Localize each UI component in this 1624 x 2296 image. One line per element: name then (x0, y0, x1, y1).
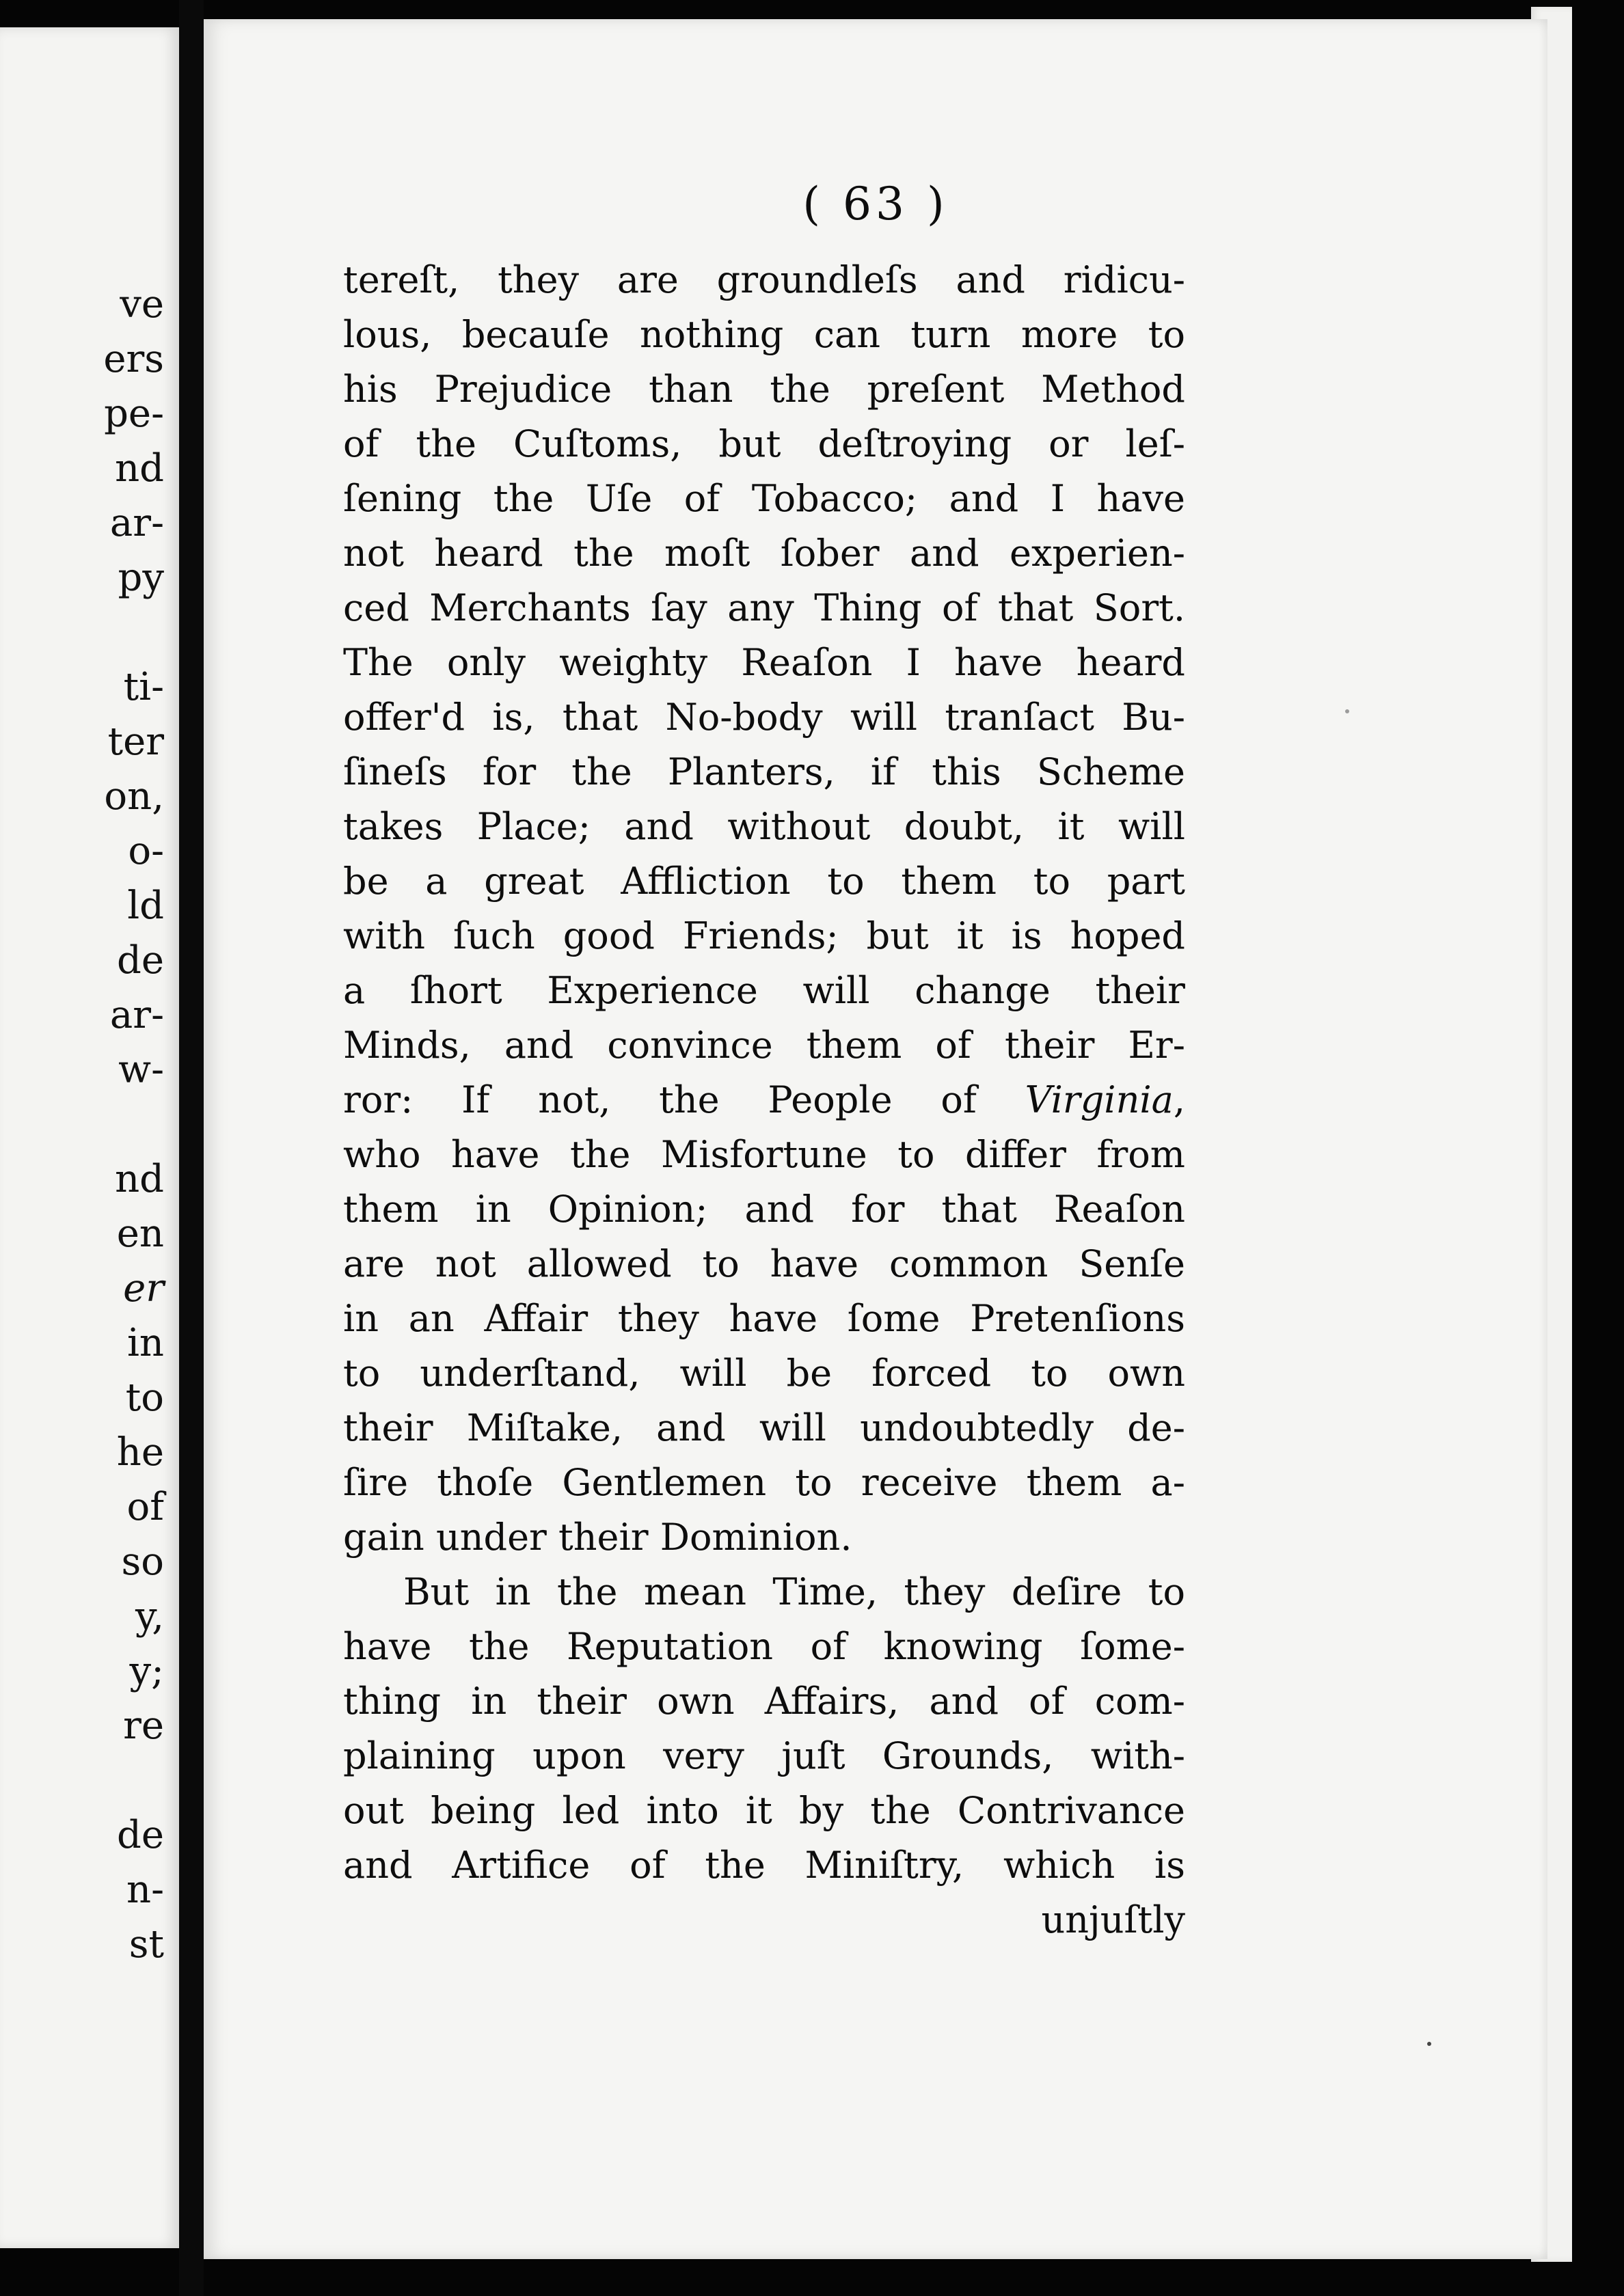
paper-speck (1345, 709, 1349, 713)
left-page-fragment: w- (118, 1048, 164, 1092)
left-page-fragment: ter (107, 720, 164, 764)
left-page-fragment: n- (126, 1868, 164, 1912)
catchword: unjuſtly (1041, 1898, 1185, 1941)
left-page-fragment: ti- (123, 665, 164, 709)
text-line: ſening the Uſe of Tobacco; and I have (343, 477, 1185, 520)
left-page-fragment: st (128, 1922, 164, 1967)
text-line: to underſtand, will be forced to own (343, 1352, 1185, 1395)
text-line: ror: If not, the People of Virginia, (343, 1078, 1185, 1121)
italic-word: Virginia (1025, 1078, 1174, 1121)
left-page-fragment (0, 1097, 179, 1152)
left-page-fragment: de (117, 1813, 164, 1857)
text-line: ſineſs for the Planters, if this Scheme (343, 750, 1185, 793)
left-page-fragment: nd (115, 446, 164, 491)
left-page-fragment: y; (129, 1649, 164, 1693)
left-page-fragment: ar- (109, 501, 164, 545)
left-page-fragment: de (117, 938, 164, 983)
text-line: gain under their Dominion. (343, 1516, 852, 1559)
text-line: in an Affair they have ſome Pretenſions (343, 1297, 1185, 1340)
left-page-fragment: re (123, 1704, 164, 1748)
left-page-fragment: of (126, 1485, 164, 1529)
text-line: of the Cuſtoms, but deſtroying or leſ- (343, 422, 1185, 465)
left-page-fragment: ld (127, 884, 164, 928)
left-page-fragment: pe- (104, 392, 164, 436)
text-line: The only weighty Reaſon I have heard (343, 641, 1185, 684)
book-gutter (179, 0, 204, 2296)
text-line: ced Merchants ſay any Thing of that Sort. (343, 586, 1185, 629)
text-line: who have the Misfortune to differ from (343, 1133, 1185, 1176)
text-line: out being led into it by the Contrivance (343, 1789, 1185, 1832)
page-number: ( 63 ) (802, 178, 949, 230)
text-line: tereſt, they are groundleſs and ridicu- (343, 258, 1185, 301)
left-page (0, 27, 179, 2248)
text-line: thing in their own Affairs, and of com- (343, 1680, 1185, 1723)
left-page-fragment: in (127, 1321, 164, 1365)
text-line: not heard the moſt ſober and experien- (343, 532, 1185, 575)
left-page-fragment: o- (128, 829, 164, 873)
text-line: and Artifice of the Miniſtry, which is (343, 1844, 1185, 1887)
left-page-fragment: to (125, 1376, 164, 1420)
left-page-fragment: ar- (109, 993, 164, 1037)
body-text (343, 253, 1185, 1948)
text-line: a ſhort Experience will change their (343, 969, 1185, 1012)
right-page (204, 19, 1547, 2259)
paper-speck (1427, 2042, 1431, 2046)
left-page-fragment: en (116, 1212, 164, 1256)
text-line: plaining upon very juſt Grounds, with- (343, 1734, 1185, 1777)
text-line: But in the mean Time, they deſire to (403, 1570, 1185, 1613)
left-page-fragment (0, 1753, 179, 1808)
left-page-fragment: ers (103, 337, 164, 381)
left-page-fragment: he (116, 1430, 164, 1475)
text-line: offer'd is, that No-body will tranſact Bu- (343, 696, 1185, 739)
text-line: Minds, and convince them of their Er- (343, 1024, 1185, 1067)
text-line: his Prejudice than the preſent Method (343, 368, 1185, 411)
left-page-fragment: er (123, 1266, 164, 1311)
left-page-fragment: py (118, 556, 164, 600)
left-page-fragment: on, (104, 774, 164, 819)
left-page-fragment: nd (115, 1157, 164, 1201)
left-page-fragment: y, (135, 1594, 164, 1639)
text-line: their Miſtake, and will undoubtedly de- (343, 1406, 1185, 1449)
left-page-fragment: so (121, 1540, 164, 1584)
left-page-fragment: ve (120, 282, 164, 327)
text-line: them in Opinion; and for that Reaſon (343, 1188, 1185, 1231)
text-line: takes Place; and without doubt, it will (343, 805, 1185, 848)
text-line: are not allowed to have common Senſe (343, 1242, 1185, 1285)
text-line: ſire thoſe Gentlemen to receive them a- (343, 1461, 1185, 1504)
left-page-fragments (0, 277, 179, 1972)
text-line: with ſuch good Friends; but it is hoped (343, 914, 1185, 957)
text-line: be a great Affliction to them to part (343, 860, 1185, 903)
left-page-fragment (0, 605, 179, 660)
text-line: have the Reputation of knowing ſome- (343, 1625, 1185, 1668)
text-line: lous, becauſe nothing can turn more to (343, 313, 1185, 356)
